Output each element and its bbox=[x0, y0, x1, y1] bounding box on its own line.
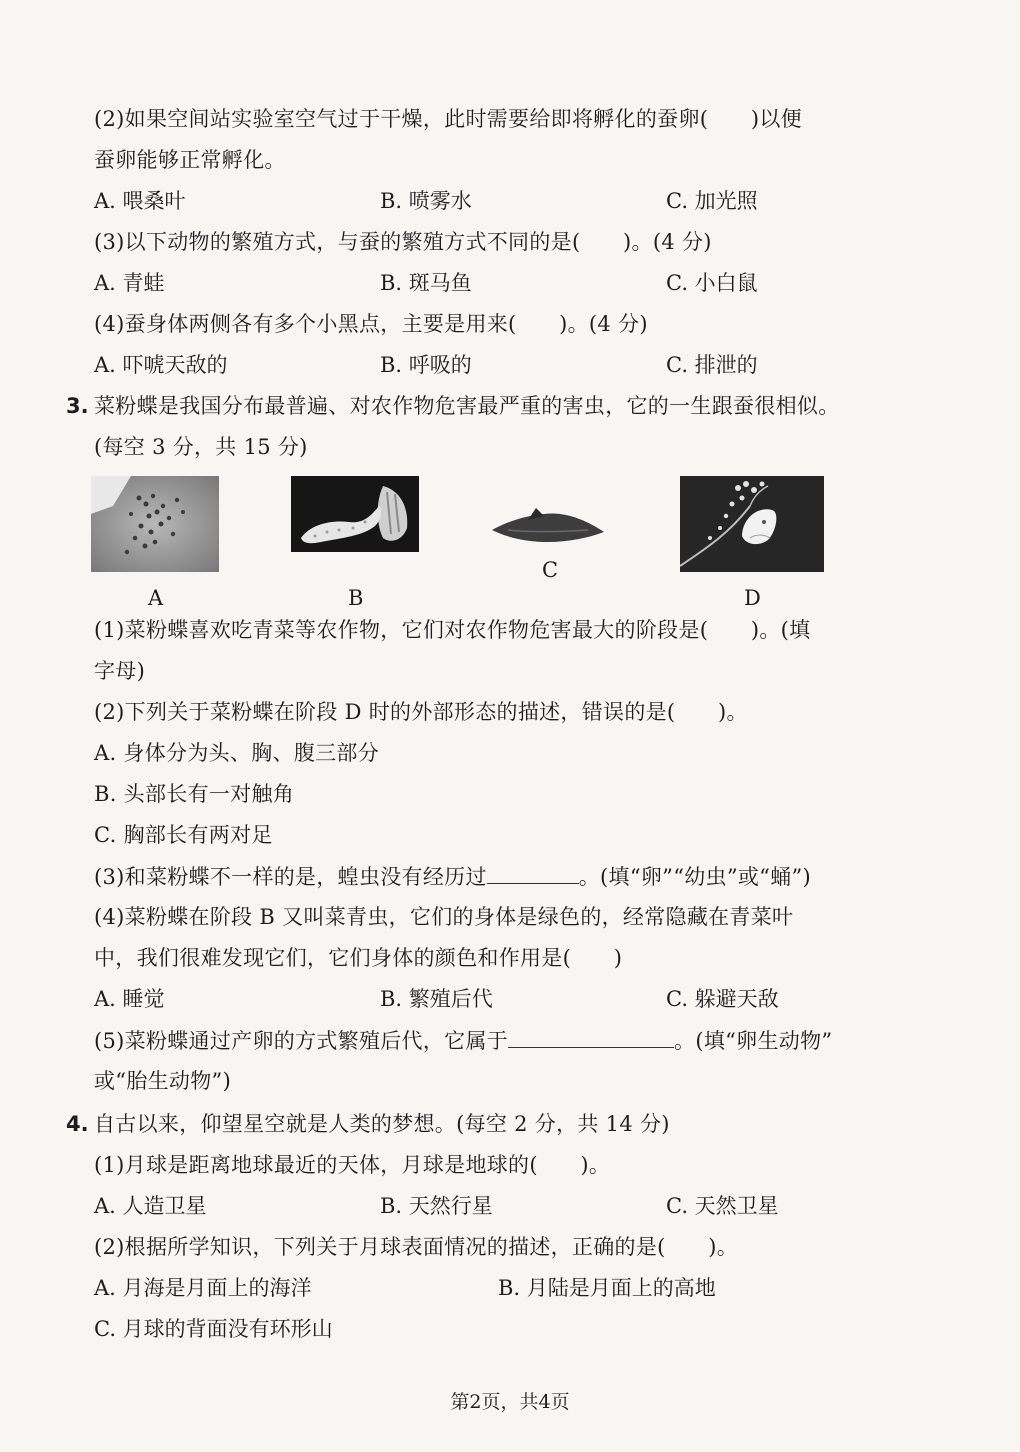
caterpillar-photo-art bbox=[291, 476, 419, 552]
q4-sub2-option-a: A. 月海是月面上的海洋 bbox=[94, 1276, 312, 1300]
q2-sub4-option-c: C. 排泄的 bbox=[666, 353, 758, 377]
image-label-b: B bbox=[348, 586, 364, 610]
q3-sub2-option-b: B. 头部长有一对触角 bbox=[94, 782, 295, 806]
q2-sub3-option-c: C. 小白鼠 bbox=[666, 271, 758, 295]
q3-sub5-line1 bbox=[94, 1025, 832, 1056]
q3-sub4-line1: (4)菜粉蝶在阶段 B 又叫菜青虫，它们的身体是绿色的，经常隐藏在青菜叶 bbox=[94, 905, 794, 929]
q4-sub1-option-a: A. 人造卫星 bbox=[94, 1194, 207, 1218]
q2-sub4-option-b: B. 呼吸的 bbox=[380, 353, 472, 377]
q4-sub2-option-c: C. 月球的背面没有环形山 bbox=[94, 1317, 333, 1341]
q2-sub2-line1: (2)如果空间站实验室空气过于干燥，此时需要给即将孵化的蚕卵( )以便 bbox=[94, 107, 802, 131]
q2-sub2-line2: 蚕卵能够正常孵化。 bbox=[94, 148, 286, 172]
pupa-photo bbox=[488, 502, 610, 548]
butterfly-photo-art bbox=[680, 476, 824, 572]
q2-sub4-option-a: A. 吓唬天敌的 bbox=[94, 353, 228, 377]
q2-sub3-text: (3)以下动物的繁殖方式，与蚕的繁殖方式不同的是( )。(4 分) bbox=[94, 230, 712, 254]
butterfly-eggs-photo bbox=[91, 476, 219, 572]
q4-stem: 自古以来，仰望星空就是人类的梦想。(每空 2 分，共 14 分) bbox=[94, 1112, 670, 1136]
q2-sub4-text: (4)蚕身体两侧各有多个小黑点，主要是用来( )。(4 分) bbox=[94, 312, 648, 336]
q3-sub1-line2: 字母) bbox=[94, 659, 146, 683]
q3-stem-line1: 菜粉蝶是我国分布最普遍、对农作物危害最严重的害虫，它的一生跟蚕很相似。 bbox=[94, 394, 840, 418]
caterpillar-photo bbox=[291, 476, 419, 552]
q3-sub3-answer-blank[interactable] bbox=[487, 861, 579, 884]
q2-sub2-option-b: B. 喷雾水 bbox=[380, 189, 472, 213]
q4-sub2-text: (2)根据所学知识，下列关于月球表面情况的描述，正确的是( )。 bbox=[94, 1235, 739, 1259]
q4-number: 4. bbox=[66, 1112, 89, 1136]
q3-sub2-text: (2)下列关于菜粉蝶在阶段 D 时的外部形态的描述，错误的是( )。 bbox=[94, 700, 748, 724]
adult-butterfly-photo bbox=[680, 476, 824, 572]
q3-sub4-option-a: A. 睡觉 bbox=[94, 987, 165, 1011]
q3-sub4-option-b: B. 繁殖后代 bbox=[380, 987, 493, 1011]
q3-number: 3. bbox=[66, 394, 89, 418]
eggs-photo-art bbox=[91, 476, 219, 572]
q3-sub5-answer-blank[interactable] bbox=[508, 1025, 674, 1048]
q3-sub3-line bbox=[94, 861, 811, 892]
q3-sub3-suffix: 。(填“卵”“幼虫”或“蛹”) bbox=[578, 865, 812, 889]
q3-sub4-line2: 中，我们很难发现它们，它们身体的颜色和作用是( ) bbox=[94, 946, 623, 970]
q4-sub1-option-c: C. 天然卫星 bbox=[666, 1194, 779, 1218]
page-number-footer: 第2页，共4页 bbox=[450, 1391, 570, 1413]
image-label-a: A bbox=[148, 586, 164, 610]
q2-sub3-option-b: B. 斑马鱼 bbox=[380, 271, 472, 295]
q3-sub5-line2: 或“胎生动物”) bbox=[94, 1069, 232, 1093]
image-label-d: D bbox=[744, 586, 761, 610]
q4-sub1-text: (1)月球是距离地球最近的天体，月球是地球的( )。 bbox=[94, 1153, 611, 1177]
q2-sub3-option-a: A. 青蛙 bbox=[94, 271, 165, 295]
pupa-photo-art bbox=[488, 502, 610, 548]
q3-sub2-option-a: A. 身体分为头、胸、腹三部分 bbox=[94, 741, 380, 765]
q3-sub3-prefix: (3)和菜粉蝶不一样的是，蝗虫没有经历过 bbox=[94, 865, 487, 889]
q3-stem-line2: (每空 3 分，共 15 分) bbox=[94, 435, 308, 459]
q2-sub2-option-a: A. 喂桑叶 bbox=[94, 189, 186, 213]
q2-sub2-option-c: C. 加光照 bbox=[666, 189, 758, 213]
image-label-c: C bbox=[542, 558, 559, 582]
q4-sub2-option-b: B. 月陆是月面上的高地 bbox=[498, 1276, 716, 1300]
q4-sub1-option-b: B. 天然行星 bbox=[380, 1194, 493, 1218]
q3-sub2-option-c: C. 胸部长有两对足 bbox=[94, 823, 273, 847]
q3-sub1-line1: (1)菜粉蝶喜欢吃青菜等农作物，它们对农作物危害最大的阶段是( )。(填 bbox=[94, 618, 811, 642]
q3-sub5-suffix: 。(填“卵生动物” bbox=[674, 1029, 833, 1053]
q3-sub5-prefix: (5)菜粉蝶通过产卵的方式繁殖后代，它属于 bbox=[94, 1029, 509, 1053]
q3-sub4-option-c: C. 躲避天敌 bbox=[666, 987, 779, 1011]
